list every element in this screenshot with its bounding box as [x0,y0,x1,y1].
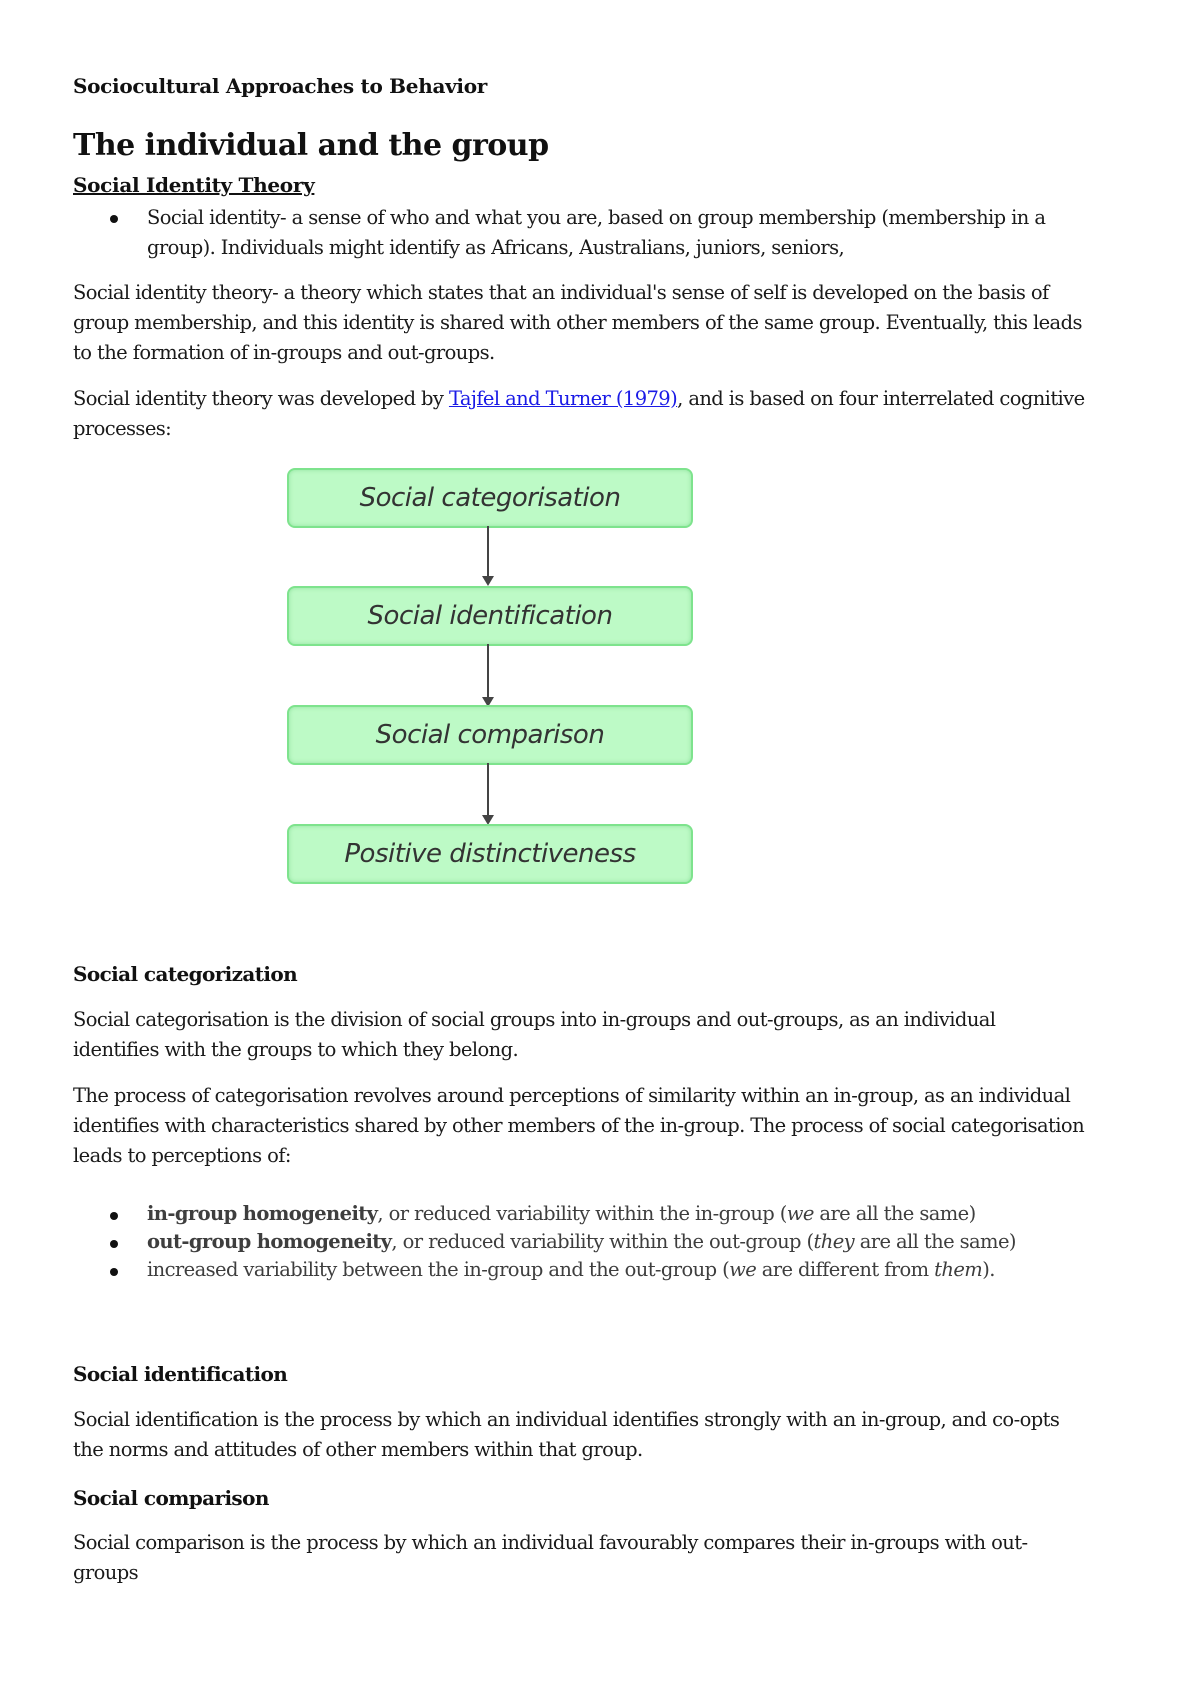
paragraph-line: Social comparison is the process by which an individual favourably compares their in-groups with out- [73,1531,1028,1554]
section-heading-social-comparison: Social comparison [73,1486,269,1510]
bold-term: in-group homogeneity [147,1202,378,1225]
bold-term: out-group homogeneity [147,1230,392,1253]
paragraph-text: Social identity theory was developed by [73,387,449,410]
paragraph-line: leads to perceptions of: [73,1144,291,1167]
paragraph-line: identifies with characteristics shared by other members of the in-group. The process of social categorisation [73,1114,1085,1137]
paragraph-identification-definition [73,1405,1153,1465]
bullet-icon [110,215,118,223]
bullet-social-identity [147,203,1147,263]
section-heading-social-categorization: Social categorization [73,962,298,986]
bullet-icon [110,1212,118,1220]
bullet-out-group-homogeneity [147,1228,1147,1256]
bullet-text: , or reduced variability within the in-group ( [377,1202,787,1225]
bullet-text: are all the same) [813,1202,976,1225]
bullet-line: Social identity- a sense of who and what you are, based on group membership (membership in a [147,206,1046,229]
bullet-text: are all the same) [854,1230,1016,1253]
paragraph-categorisation-process [73,1081,1153,1171]
bullet-icon [110,1240,118,1248]
paragraph-comparison-definition [73,1528,1153,1588]
diagram-box-social-categorisation: Social categorisation [287,468,693,528]
bullet-text: increased variability between the in-group and the out-group ( [147,1258,730,1281]
bullet-text: , or reduced variability within the out-group ( [391,1230,814,1253]
paragraph-line [73,384,1153,414]
citation-link-tajfel-turner[interactable]: Tajfel and Turner (1979) [448,387,678,410]
bullet-in-group-homogeneity [147,1200,1147,1228]
bullet-increased-variability [147,1256,1147,1284]
document-title: Sociocultural Approaches to Behavior [73,74,488,98]
bullet-icon [110,1268,118,1276]
diagram-box-social-identification: Social identification [287,586,693,646]
diagram-box-positive-distinctiveness: Positive distinctiveness [287,824,693,884]
section-heading-social-identification: Social identification [73,1362,288,1386]
paragraph-line: Social categorisation is the division of social groups into in-groups and out-groups, as an individual [73,1008,996,1031]
paragraph-line: the norms and attitudes of other members within that group. [73,1438,643,1461]
paragraph-line: The process of categorisation revolves around perceptions of similarity within an in-group, as an individual [73,1084,1071,1107]
process-flow-diagram [287,468,691,883]
paragraph-text: , and is based on four interrelated cognitive [677,387,1085,410]
italic-term: them [934,1258,983,1281]
paragraph-categorisation-definition [73,1005,1153,1065]
arrow-down-icon [487,526,489,584]
paragraph-social-identity-theory [73,278,1153,368]
paragraph-developed-by [73,384,1153,444]
paragraph-line: to the formation of in-groups and out-groups. [73,341,495,364]
bullet-text: are different from [756,1258,935,1281]
paragraph-line: groups [73,1561,138,1584]
paragraph-line: identifies with the groups to which they belong. [73,1038,519,1061]
bullet-line: group). Individuals might identify as Africans, Australians, juniors, seniors, [147,236,845,259]
italic-term: they [813,1230,855,1253]
paragraph-line: Social identity theory- a theory which states that an individual's sense of self is developed on the basis of [73,281,1049,304]
italic-term: we [786,1202,814,1225]
paragraph-line: Social identification is the process by which an individual identifies strongly with an in-group, and co-opts [73,1408,1060,1431]
arrow-down-icon [487,763,489,823]
page-heading: The individual and the group [73,128,549,163]
paragraph-line: group membership, and this identity is shared with other members of the same group. Eventually, this leads [73,311,1082,334]
diagram-box-social-comparison: Social comparison [287,705,693,765]
section-heading-social-identity-theory: Social Identity Theory [73,173,315,197]
paragraph-line: processes: [73,417,172,440]
bullet-text: ). [982,1258,995,1281]
arrow-down-icon [487,644,489,705]
italic-term: we [729,1258,757,1281]
